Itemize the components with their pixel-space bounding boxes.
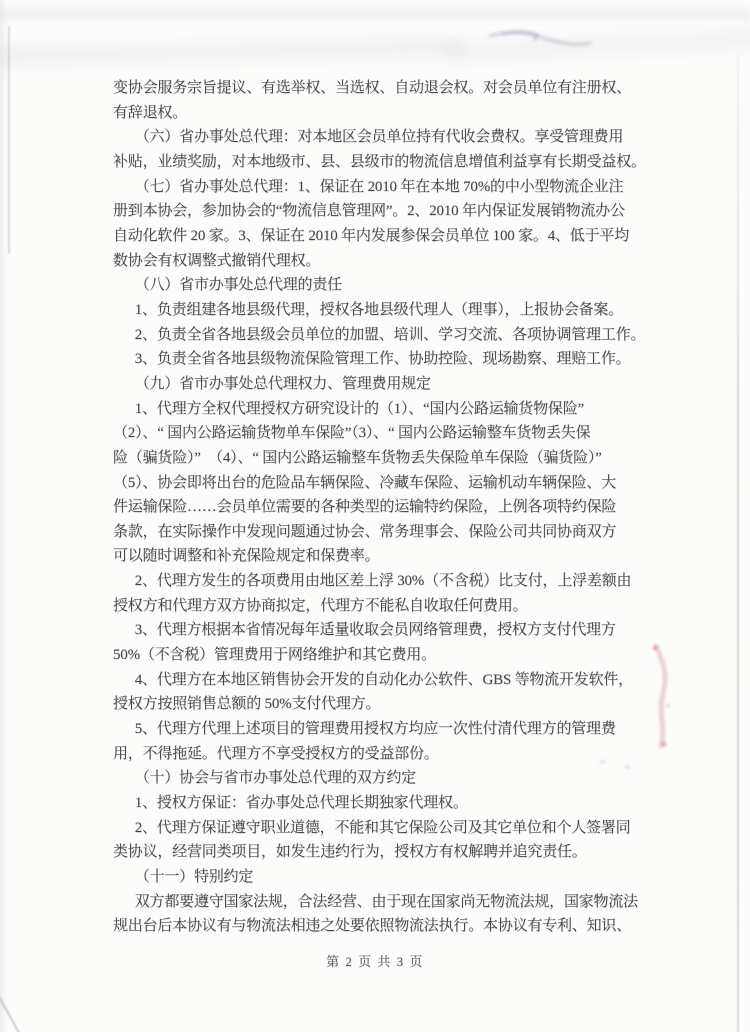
page-right-edge-line — [737, 55, 739, 1032]
text-line: 数协会有权调整式撤销代理权。 — [113, 252, 321, 269]
text-line: 可以随时调整和补充保险规定和保费率。 — [113, 548, 380, 565]
document-body-text — [113, 76, 658, 939]
page-left-edge-line — [8, 26, 10, 254]
text-line: 1、授权方保证：省办事处总代理长期独家代理权。 — [134, 795, 468, 812]
text-line: 2、负责全省各地县级会员单位的加盟、培训、学习交流、各项协调管理工作。 — [134, 326, 646, 343]
page-number: 第 2 页 共 3 页 — [326, 954, 424, 969]
text-line: 补贴，业绩奖励，对本地级市、县、县级市的物流信息增值利益享有长期受益权。 — [113, 153, 646, 170]
text-line: 变协会服务宗旨提议、有选举权、当选权、自动退会权。对会员单位有注册权、 — [113, 80, 632, 96]
text-line: 2、代理方保证遵守职业道德，不能和其它保险公司及其它单位和个人签署同 — [134, 819, 631, 836]
text-line: 授权方按照销售总额的 50%支付代理方。 — [113, 696, 381, 713]
text-line: 自动化软件 20 家。3、保证在 2010 年内发展参保会员单位 100 家。4、低于平均 — [113, 227, 630, 244]
text-line: 50%（不含税）管理费用于网络维护和其它费用。 — [113, 647, 436, 664]
text-line: 条款，在实际操作中发现问题通过协会、常务理事会、保险公司共同协商双方 — [113, 523, 617, 540]
scan-shadow-band-left — [0, 41, 465, 69]
text-line: （八）省市办事处总代理的责任 — [134, 277, 342, 294]
text-line: （5）、协会即将出台的危险品车辆保险、冷藏车保险、运输机动车辆保险、大 — [113, 474, 617, 491]
text-line: 险（骗货险）” （4）、“ 国内公路运输整车货物丢失保险单车保险（骗货险）” — [113, 449, 602, 466]
text-line: （九）省市办事处总代理权力、管理费用规定 — [134, 375, 431, 392]
text-line: 1、负责组建各地县级代理，授权各地县级代理人（理事），上报协会备案。 — [134, 301, 623, 318]
text-line: 册到本协会，参加协会的“物流信息管理网”。2、2010 年内保证发展销物流办公 — [113, 203, 625, 220]
text-line: 1、代理方全权代理授权方研究设计的（1）、“国内公路运输货物保险” — [134, 400, 584, 417]
pencil-mark-artifact — [468, 22, 608, 58]
text-line: （2）、“ 国内公路运输货物单车保险”（3）、“ 国内公路运输整车货物丢失保 — [113, 425, 591, 442]
text-line: 2、代理方发生的各项费用由地区差上浮 30%（不含税）比支付，上浮差额由 — [134, 573, 632, 590]
page-top-edge-shadow — [0, 10, 750, 19]
text-line: 双方都要遵守国家法规，合法经营、由于现在国家尚无物流法规，国家物流法 — [134, 893, 638, 910]
text-line: 3、代理方根据本省情况每年适量收取会员网络管理费，授权方支付代理方 — [134, 622, 616, 639]
text-line: 类协议，经营同类项目，如发生违约行为，授权方有权解聘并追究责任。 — [113, 844, 587, 861]
text-line: （七）省办事处总代理：1、保证在 2010 年在本地 70%的中小型物流企业注 — [134, 178, 624, 195]
text-line: 4、代理方在本地区销售协会开发的自动化办公软件、GBS 等物流开发软件， — [134, 671, 633, 688]
text-line: （六）省办事处总代理：对本地区会员单位持有代收会费权。享受管理费用 — [134, 129, 624, 146]
text-line: 授权方和代理方双方协商拟定，代理方不能私自收取任何费用。 — [113, 597, 528, 614]
text-line: 规出台后本协议有与物流法相违之处要依照物流法执行。本协议有专利、知识、 — [113, 918, 632, 935]
text-line: （十一）特别约定 — [134, 869, 254, 885]
text-line: 有辞退权。 — [113, 104, 188, 121]
text-line: 3、负责全省各地县级物流保险管理工作、协助控险、现场勘察、理赔工作。 — [134, 351, 631, 368]
text-line: 用，不得拖延。代理方不享受授权方的受益部份。 — [113, 745, 439, 762]
text-line: （十）协会与省市办事处总代理的双方约定 — [134, 770, 416, 787]
text-line: 5、代理方代理上述项目的管理费用授权方均应一次性付清代理方的管理费 — [134, 721, 616, 738]
page-left-edge-shadow — [0, 0, 8, 1032]
text-line: 件运输保险……会员单位需要的各种类型的运输特约保险，上例各项特约保险 — [113, 499, 617, 516]
